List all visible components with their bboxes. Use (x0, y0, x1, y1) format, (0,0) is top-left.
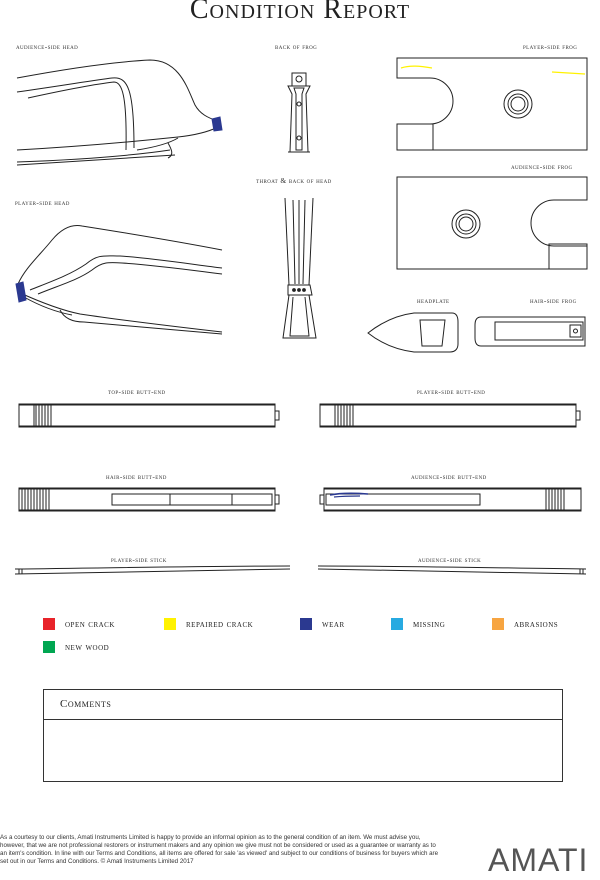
label-hair-side-butt-end: hair-side butt-end (106, 472, 167, 481)
diagram-player-side-stick (15, 566, 290, 574)
diagram-audience-side-frog (397, 177, 587, 269)
legend-label: wear (322, 618, 345, 630)
legend-label: repaired crack (186, 618, 254, 630)
legend-swatch (164, 618, 176, 630)
amati-logo: AMATI (488, 842, 589, 878)
label-throat-back-of-head: throat & back of head (256, 176, 332, 185)
legend-item-open-crack (43, 618, 115, 630)
diagram-player-side-butt-end (320, 404, 580, 427)
label-player-side-butt-end: player-side butt-end (417, 387, 486, 396)
diagram-player-side-frog (397, 58, 587, 150)
comments-heading: Comments (44, 690, 562, 720)
label-audience-side-butt-end: audience-side butt-end (411, 472, 487, 481)
legend-label: open crack (65, 618, 115, 630)
diagram-audience-side-butt-end (320, 488, 581, 511)
footer-disclaimer: As a courtesy to our clients, Amati Instruments Limited is happy to provide an informal opinion as to the general condition of an item. We must advise you, however, that we are not professional restorers or instrument makers and any opinion we give must not be considered or used as a guarantee or warranty as to an item's condition. In line with our Terms and Conditions, all items are offered for sale 'as viewed' and subject to our conditions of business for buyers which are set out in our Terms and Conditions. © Amati Instruments Limited 2017 (0, 834, 439, 865)
diagram-top-side-butt-end (19, 404, 279, 427)
diagram-hair-side-butt-end (19, 488, 279, 511)
legend-swatch (492, 618, 504, 630)
diagram-throat-back-of-head (283, 198, 316, 338)
diagram-hair-side-frog (475, 317, 585, 346)
legend-item-wear (300, 618, 345, 630)
label-audience-side-head: audience-side head (16, 42, 79, 51)
label-headplate: headplate (417, 296, 450, 305)
comments-box[interactable] (43, 689, 563, 782)
label-top-side-butt-end: top-side butt-end (108, 387, 166, 396)
label-player-side-frog: player-side frog (523, 42, 578, 51)
diagram-back-of-frog (288, 73, 310, 152)
legend-swatch (300, 618, 312, 630)
label-player-side-stick: player-side stick (111, 555, 167, 564)
label-hair-side-frog: hair-side frog (530, 296, 577, 305)
legend-label: missing (413, 618, 446, 630)
legend-label: abrasions (514, 618, 559, 630)
diagram-headplate (368, 313, 458, 352)
label-audience-side-stick: audience-side stick (418, 555, 482, 564)
legend-swatch (43, 641, 55, 653)
legend-item-abrasions (492, 618, 558, 630)
label-back-of-frog: back of frog (275, 42, 318, 51)
diagram-audience-side-stick (318, 566, 586, 574)
legend-swatch (43, 618, 55, 630)
legend-item-repaired-crack (164, 618, 253, 630)
legend-item-new-wood (43, 641, 109, 653)
page-title: Condition Report (189, 0, 411, 25)
diagram-player-side-head (16, 226, 222, 334)
legend-label: new wood (65, 641, 110, 653)
label-player-side-head: player-side head (15, 198, 70, 207)
legend-swatch (391, 618, 403, 630)
diagram-audience-side-head (17, 60, 222, 165)
legend-item-missing (391, 618, 445, 630)
label-audience-side-frog: audience-side frog (511, 162, 573, 171)
